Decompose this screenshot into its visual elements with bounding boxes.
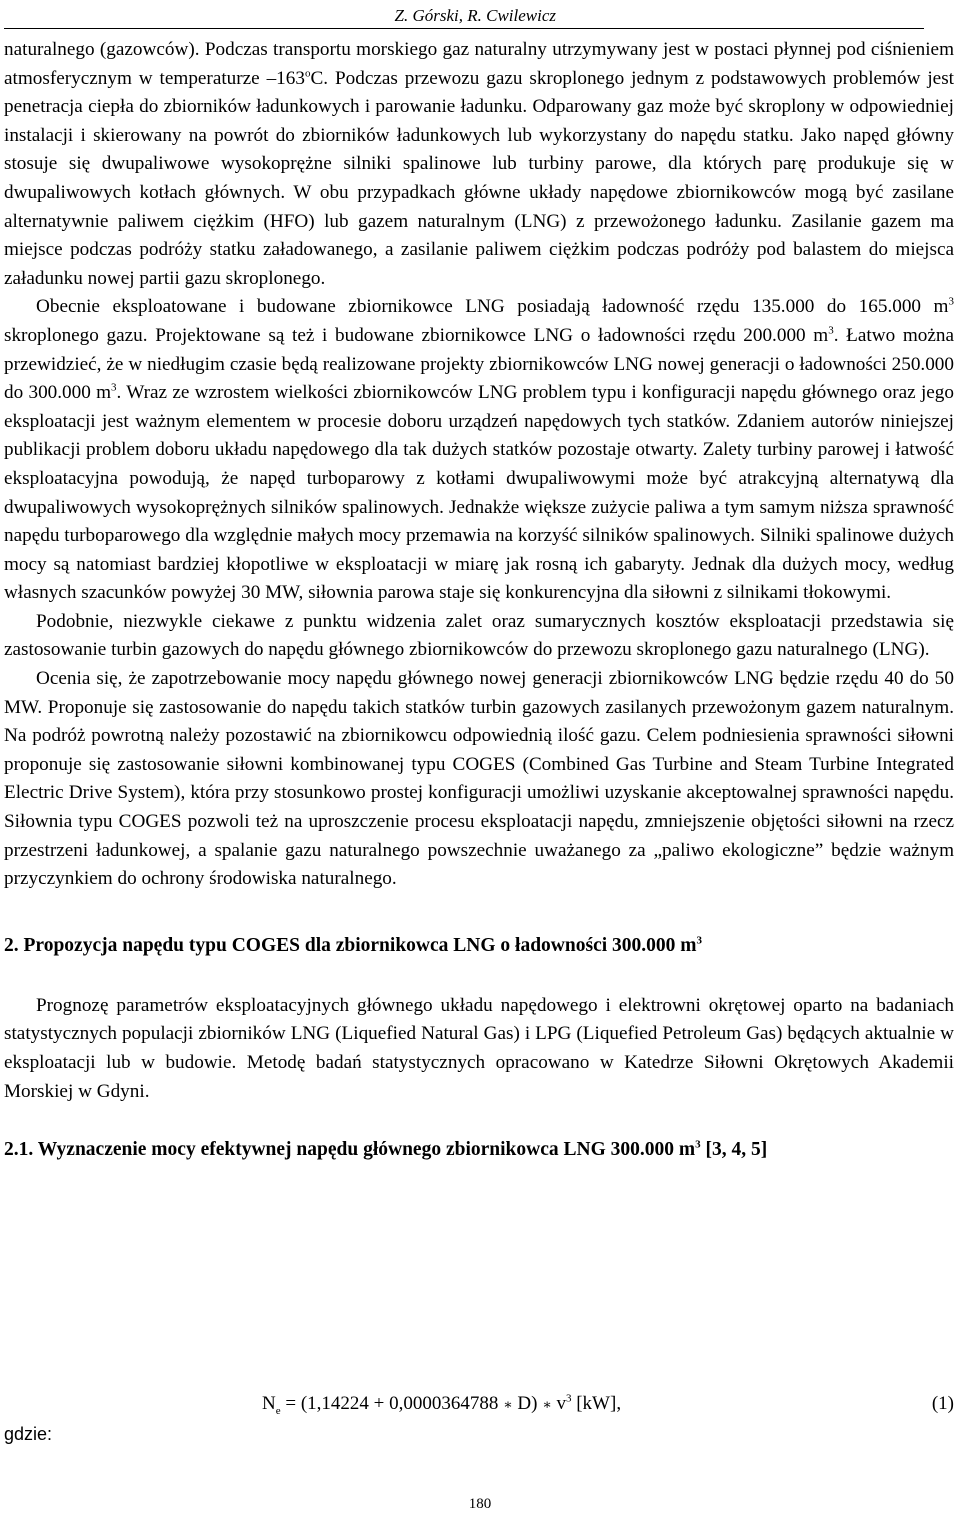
paragraph-2: [4, 293, 954, 608]
eq-rhs-2: D): [512, 1393, 543, 1414]
p2-sup-b: 3: [828, 324, 834, 337]
running-header: Z. Górski, R. Cwilewicz: [394, 6, 556, 25]
section-2-1-title: 2.1. Wyznaczenie mocy efektywnej napędu głównego zbiornikowca LNG 300.000 m: [4, 1139, 696, 1161]
p2-sup-c: 3: [111, 381, 117, 394]
header-rule: [4, 28, 924, 29]
p1-degree: o: [304, 67, 311, 80]
p1-text-b: C. Podczas przewozu gazu skroplonego jednym z podstawowych problemów jest penetracja ciepła do zbiorników ładunkowych i parowanie ładunku. Odparowany gaz może być skroplony w odpowiedniej instalacji i skierowany na powrót do zbiorników ładunkowych lub wykorzystany do napędu statku. Jako napęd główny stosuje się dwupaliwowe wysokoprężne silniki spalinowe lub turbiny parowe, dla których parę produkuje się w dwupaliwowych kotłach głównych. W obu przypadkach główne układy napędowe zbiornikowców mogą być zasilane alternatywnie paliwem ciężkim (HFO) lub gazem naturalnym (LNG) z przewożonego ładunku. Zasilanie gazem ma miejsce podczas podróży statku załadowanego, a zasilanie paliwem ciężkim podczas podróży pod balastem do miejsca załadunku nowej partii gazu skroplonego.: [4, 67, 955, 289]
p2-sup-a: 3: [948, 295, 954, 308]
section-2-title: 2. Propozycja napędu typu COGES dla zbiornikowca LNG o ładowności 300.000 m: [4, 934, 697, 956]
p2-text-c: . Łatwo można przewidzieć, że w niedługim czasie będą realizowane projekty zbiornikowców LNG nowej generacji o ładowności 250.000 do 300.000 m: [4, 324, 954, 404]
p1-text-a: naturalnego (gazowców). Podczas transportu morskiego gaz naturalny utrzymywany jest w postaci płynnej pod ciśnieniem atmosferycznym w temperaturze –163: [4, 39, 954, 89]
paragraph-5: Prognozę parametrów eksploatacyjnych głównego układu napędowego i elektrowni okrętowej oparto na badaniach statystycznych populacji zbiorników LNG (Liquefied Natural Gas) i LPG (Liquefied Petroleum Gas) będących aktualnie w eksploatacji lub w budowie. Metodę badań statystycznych opracowano w Katedrze Siłowni Okrętowych Akademii Morskiej w Gdyni.: [4, 994, 954, 1102]
page-number: 180: [468, 1496, 492, 1512]
paragraph-1: [4, 36, 954, 293]
eq-lhs-sub: e: [275, 1404, 281, 1417]
eq-lhs: N: [262, 1393, 276, 1414]
equation-number: (1): [931, 1393, 954, 1414]
eq-exponent: 3: [565, 1392, 572, 1405]
section-2-1-sup: 3: [695, 1138, 701, 1151]
p2-text-a: Obecnie eksploatowane i budowane zbiornikowce LNG posiadają ładowność rzędu 135.000 do 165.000 m: [36, 296, 949, 318]
paragraph-4: Ocenia się, że zapotrzebowanie mocy napędu głównego nowej generacji zbiornikowców LNG będzie rzędu 40 do 50 MW. Proponuje się zastosowanie do napędu takich statków turbin gazowych zasilanych przewożonym gazem naturalnym. Na podróż powrotną należy pozostawić na zbiornikowcu odpowiednią ilość gazu. Celem podniesienia sprawności siłowni proponuje się zastosowanie siłowni kombinowanej typu COGES (Combined Gas Turbine and Steam Turbine Integrated Electric Drive System), która przy stosunkowo prostej konfiguracji umożliwi uzyskanie akceptowalnej sprawności napędu. Siłownia typu COGES pozwoli też na uproszczenie procesu eksploatacji napędu, zmniejszenie objętości siłowni na rzecz przestrzeni ładunkowej, a spalanie gazu naturalnego powszechnie uważanego za „paliwo ekologiczne” będzie ważnym przyczynkiem do ochrony środowiska naturalnego.: [4, 668, 954, 890]
p2-text-b: skroplonego gazu. Projektowane są też i budowane zbiornikowce LNG o ładowności rzędu 200.000 m: [4, 324, 829, 346]
paragraph-3: Podobnie, niezwykle ciekawe z punktu widzenia zalet oraz sumarycznych kosztów eksploatacji przedstawia się zastosowanie turbin gazowych do napędu głównego zbiornikowców do przewozu skroplonego gazu naturalnego (LNG).: [4, 610, 954, 661]
where-label: gdzie:: [4, 1424, 53, 1444]
p2-text-d: . Wraz ze wzrostem wielkości zbiornikowców LNG problem typu i konfiguracji napędu głównego oraz jego eksploatacji jest ważnym elementem w procesie doboru urządzeń napędowych tych statków. Zdaniem autorów niniejszej publikacji problem doboru układu napędowego dla tak dużych statków pozostaje otwarty. Zalety turbiny parowej i łatwość eksploatacyjna powodują, że napęd turboparowy z kotłami dwupaliwowymi może być atrakcyjną alternatywą dla dwupaliwowych wysokoprężnych silników spalinowych. Jednakże większe zużycie paliwa a tym samym niższa sprawność napędu turboparowego dla względnie małych mocy przemawia na korzyść silników spalinowych. Silniki spalinowe dużych mocy są natomiast bardziej kłopotliwe w eksploatacji w miarę jak rosną ich gabaryty. Jednak dla dużych mocy, według własnych szacunków powyżej 30 MW, siłownia parowa staje się konkurencyjna dla siłowni z silnikami tłokowymi.: [4, 382, 954, 604]
equation-body: [262, 1393, 621, 1415]
eq-multiply-icon: ∗: [503, 1398, 513, 1413]
page-body: [4, 36, 954, 1164]
section-2-sup: 3: [696, 934, 703, 947]
section-2-heading: [4, 932, 954, 960]
section-2-1-refs: [3, 4, 5]: [700, 1139, 768, 1161]
eq-multiply-icon-2: ∗: [542, 1398, 552, 1413]
section-2-1-heading: [4, 1136, 954, 1164]
eq-rhs-4: [kW],: [571, 1393, 622, 1414]
eq-rhs-1: = (1,14224 + 0,0000364788: [280, 1393, 504, 1414]
eq-rhs-3: v: [551, 1393, 566, 1414]
